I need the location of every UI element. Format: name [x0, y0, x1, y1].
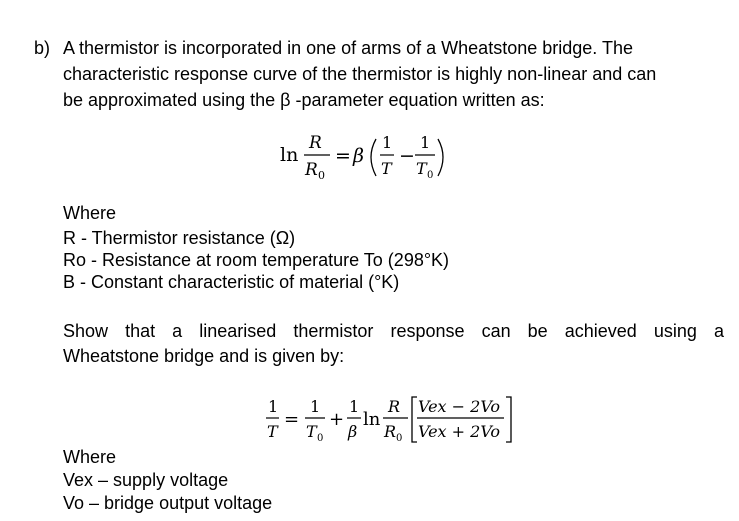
eq1-t: T: [381, 159, 392, 178]
variable-vex: Vex – supply voltage: [63, 470, 229, 490]
definition-b: B - Constant characteristic of material (°K): [63, 272, 400, 292]
eq1-numerator-r: R: [309, 133, 322, 153]
beta-parameter-equation: [280, 126, 500, 188]
eq2-one-c: 1: [349, 397, 360, 416]
eq2-denominator: Vex + 2Vo: [418, 422, 501, 441]
eq1-denominator-r: R: [305, 160, 318, 180]
definition-r: R - Thermistor resistance (Ω): [63, 228, 296, 248]
eq1-left-paren: [371, 139, 376, 176]
eq1-denominator-sub: 0: [318, 169, 325, 182]
eq1-ln: ln: [280, 144, 299, 166]
eq2-r: R: [388, 397, 401, 416]
eq2-t0: T: [306, 422, 317, 441]
eq1-one-a: 1: [382, 133, 393, 152]
definition-ro: Ro - Resistance at room temperature To (298°K): [63, 250, 450, 270]
intro-line-3: be approximated using the β -parameter equation written as:: [63, 90, 545, 110]
eq2-r0-sub: 0: [396, 433, 403, 444]
eq2-right-bracket: [506, 397, 511, 442]
eq1-right-paren: [438, 139, 443, 176]
eq2-equals: =: [284, 409, 300, 430]
linearised-response-equation: [264, 392, 554, 450]
eq1-t0-sub: 0: [427, 170, 434, 181]
eq2-t: T: [267, 422, 278, 441]
eq2-plus: +: [329, 409, 345, 430]
variable-vo: Vo – bridge output voltage: [63, 493, 273, 513]
question-label: b): [34, 38, 51, 58]
eq1-beta: β: [353, 145, 364, 167]
where-heading-1: Where: [63, 203, 117, 223]
eq2-r0: R: [384, 422, 397, 441]
previous-line-cutoff: [58, 0, 698, 6]
eq1-minus: −: [399, 145, 415, 167]
show-line-1: Show that a linearised thermistor response can be achieved using a: [63, 321, 724, 341]
intro-line-1: A thermistor is incorporated in one of arms of a Wheatstone bridge. The: [63, 38, 633, 58]
eq2-t0-sub: 0: [317, 433, 324, 444]
show-line-2: Wheatstone bridge and is given by:: [63, 346, 345, 366]
eq2-beta: β: [348, 422, 358, 441]
eq2-one-a: 1: [268, 397, 279, 416]
eq2-ln: ln: [363, 409, 381, 430]
where-heading-2: Where: [63, 447, 117, 467]
eq1-one-b: 1: [420, 133, 431, 152]
intro-line-2: characteristic response curve of the thermistor is highly non-linear and can: [63, 64, 657, 84]
eq2-one-b: 1: [310, 397, 321, 416]
eq1-t0: T: [416, 159, 427, 178]
eq1-equals: =: [335, 145, 351, 167]
eq2-numerator: Vex − 2Vo: [418, 397, 501, 416]
eq2-left-bracket: [412, 397, 417, 442]
next-line-cutoff: [596, 517, 706, 521]
